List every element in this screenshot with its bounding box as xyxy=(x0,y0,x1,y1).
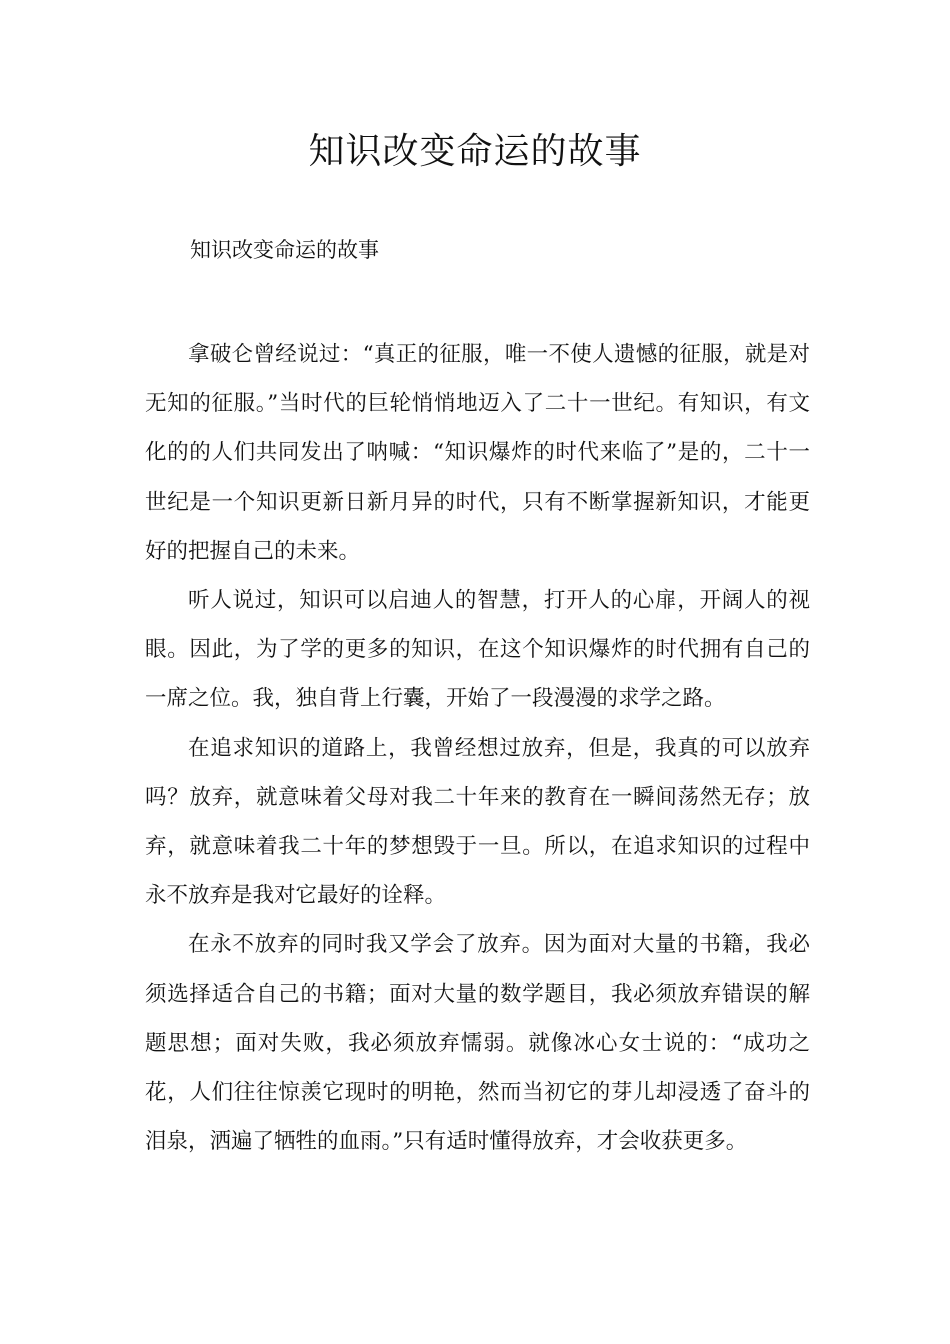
document-title: 知识改变命运的故事 xyxy=(308,131,642,172)
paragraph: 听人说过，知识可以启迪人的智慧，打开人的心扉，开阔人的视眼。因此，为了学的更多的知识，在这个知识爆炸的时代拥有自己的一席之位。我，独自背上行囊，开始了一段漫漫的求学之路。 xyxy=(145,588,810,712)
paragraph: 拿破仑曾经说过：“真正的征服，唯一不使人遗憾的征服，就是对无知的征服。”当时代的巨轮悄悄地迈入了二十一世纪。有知识，有文化的的人们共同发出了呐喊：“知识爆炸的时代来临了”是的，二十一世纪是一个知识更新日新月异的时代，只有不断掌握新知识，才能更好的把握自己的未来。 xyxy=(145,342,810,564)
paragraph: 在永不放弃的同时我又学会了放弃。因为面对大量的书籍，我必须选择适合自己的书籍；面对大量的数学题目，我必须放弃错误的解题思想；面对失败，我必须放弃懦弱。就像冰心女士说的：“成功之花，人们往往惊羡它现时的明艳，然而当初它的芽儿却浸透了奋斗的泪泉，洒遍了牺牲的血雨。”只有适时懂得放弃，才会收获更多。 xyxy=(145,932,810,1155)
paragraph: 在追求知识的道路上，我曾经想过放弃，但是，我真的可以放弃吗？放弃，就意味着父母对我二十年来的教育在一瞬间荡然无存；放弃，就意味着我二十年的梦想毁于一旦。所以，在追求知识的过程中永不放弃是我对它最好的诠释。 xyxy=(145,735,810,909)
document-body xyxy=(145,330,810,1166)
document-subtitle: 知识改变命运的故事 xyxy=(190,238,379,262)
